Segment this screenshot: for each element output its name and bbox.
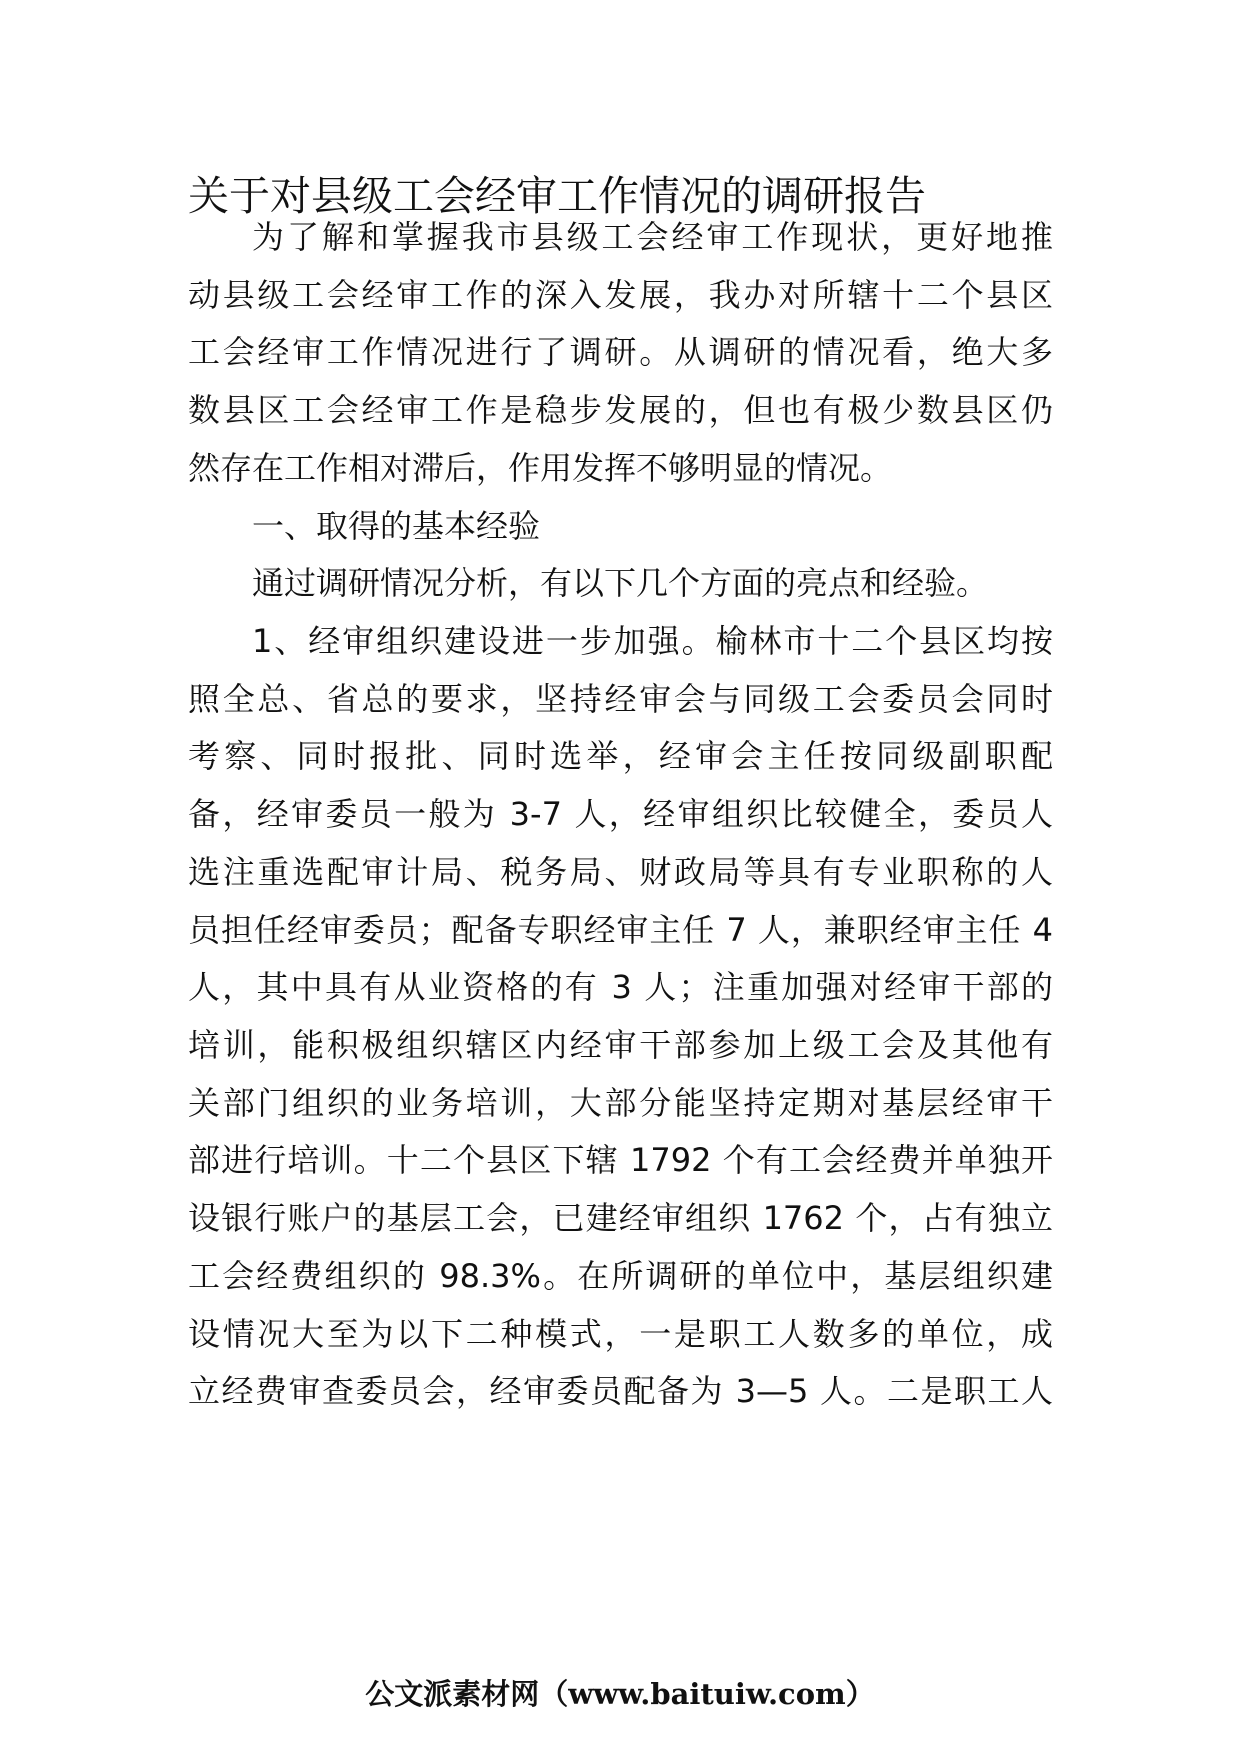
paragraph-line: 为了解和掌握我市县级工会经审工作现状，更好地推 — [252, 218, 1053, 256]
paragraph-line: 照全总、省总的要求，坚持经审会与同级工会委员会同时 — [188, 680, 1053, 718]
paragraph-line: 通过调研情况分析，有以下几个方面的亮点和经验。 — [252, 564, 989, 602]
paragraph-line: 备，经审委员一般为 3-7 人，经审组织比较健全，委员人 — [188, 795, 1053, 833]
paragraph-line: 立经费审查委员会，经审委员配备为 3—5 人。二是职工人 — [188, 1372, 1053, 1410]
paragraph-line: 部进行培训。十二个县区下辖 1792 个有工会经费并单独开 — [188, 1141, 1053, 1179]
paragraph-line: 选注重选配审计局、税务局、财政局等具有专业职称的人 — [188, 853, 1053, 891]
paragraph-line: 1、经审组织建设进一步加强。榆林市十二个县区均按 — [252, 622, 1053, 660]
paragraph-line: 然存在工作相对滞后，作用发挥不够明显的情况。 — [188, 449, 893, 487]
paragraph-line: 考察、同时报批、同时选举，经审会主任按同级副职配 — [188, 737, 1053, 775]
paragraph-line: 动县级工会经审工作的深入发展，我办对所辖十二个县区 — [188, 276, 1053, 314]
footer-watermark: 公文派素材网（www.baituiw.com） — [365, 1677, 875, 1711]
paragraph-line: 工会经费组织的 98.3%。在所调研的单位中，基层组织建 — [188, 1257, 1053, 1295]
paragraph-line: 设情况大至为以下二种模式，一是职工人数多的单位，成 — [188, 1315, 1053, 1353]
paragraph-line: 数县区工会经审工作是稳步发展的，但也有极少数县区仍 — [188, 391, 1053, 429]
paragraph-line: 员担任经审委员；配备专职经审主任 7 人，兼职经审主任 4 — [188, 911, 1053, 949]
paragraph-line: 关部门组织的业务培训，大部分能坚持定期对基层经审干 — [188, 1084, 1053, 1122]
paragraph-line: 培训，能积极组织辖区内经审干部参加上级工会及其他有 — [188, 1026, 1053, 1064]
section-heading: 一、取得的基本经验 — [252, 507, 541, 545]
document-title: 关于对县级工会经审工作情况的调研报告 — [188, 172, 926, 220]
paragraph-line: 人，其中具有从业资格的有 3 人；注重加强对经审干部的 — [188, 968, 1053, 1006]
paragraph-line: 设银行账户的基层工会，已建经审组织 1762 个，占有独立 — [188, 1199, 1053, 1237]
paragraph-line: 工会经审工作情况进行了调研。从调研的情况看，绝大多 — [188, 333, 1053, 371]
